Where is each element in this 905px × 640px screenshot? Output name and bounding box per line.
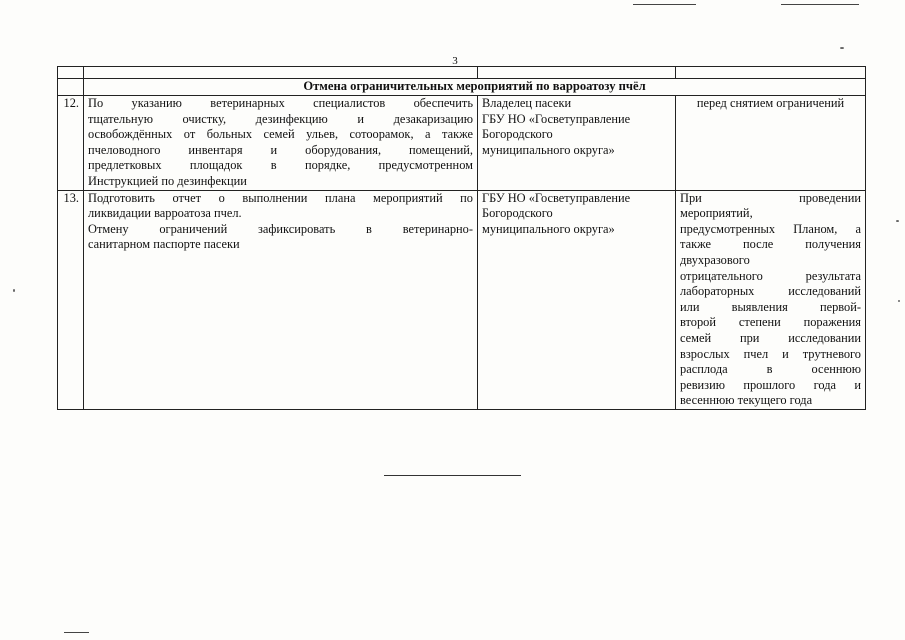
text-line: Богородского — [482, 127, 553, 142]
row-number: 12. — [58, 96, 84, 191]
text-line: второй степени поражения — [680, 315, 861, 330]
text-line: расплода в осеннюю — [680, 362, 861, 377]
text-line: пчеловодного инвентаря и оборудования, помещений, — [88, 142, 473, 157]
measures-table — [57, 66, 866, 410]
text-line: тщательную очистку, дезинфекцию и дезакаризацию — [88, 111, 473, 126]
responsible-cell — [478, 190, 676, 409]
text-line: отрицательного результата — [680, 268, 861, 283]
text-line: Богородского — [482, 206, 553, 221]
text-line: весеннюю текущего года — [680, 393, 813, 408]
text-line: семей при исследовании — [680, 330, 861, 345]
spacer-cell — [84, 67, 478, 79]
deadline-cell — [676, 190, 866, 409]
text-line: двухразового — [680, 252, 750, 267]
table-row — [58, 190, 866, 409]
scan-artifact-line — [633, 4, 696, 5]
text-line: перед снятием ограничений — [696, 96, 845, 110]
scan-artifact-line — [64, 632, 89, 633]
section-row — [58, 79, 866, 96]
scan-artifact-dot — [840, 47, 844, 49]
spacer-cell — [676, 67, 866, 79]
measure-cell — [84, 96, 478, 191]
scan-artifact-dot — [898, 300, 900, 302]
text-line: ГБУ НО «Госветуправление — [482, 190, 631, 205]
text-line: При проведении — [680, 190, 861, 205]
text-line: или выявления первой- — [680, 299, 861, 314]
text-line: Отмену ограничений зафиксировать в ветеринарно- — [88, 221, 473, 236]
text-line: ревизию прошлого года и — [680, 377, 861, 392]
text-line: По указанию ветеринарных специалистов обеспечить — [88, 96, 473, 110]
deadline-cell — [676, 96, 866, 191]
text-line: ликвидации варроатоза пчел. — [88, 206, 242, 221]
text-line: взрослых пчел и трутневого — [680, 346, 861, 361]
text-line: также после получения — [680, 237, 861, 252]
text-line: Инструкцией по дезинфекции — [88, 173, 247, 188]
text-line: Подготовить отчет о выполнении плана мероприятий по — [88, 190, 473, 205]
responsible-cell — [478, 96, 676, 191]
text-line: ГБУ НО «Госветуправление — [482, 111, 631, 126]
text-line: муниципального округа» — [482, 142, 615, 157]
text-line: предусмотренных Планом, а — [680, 221, 861, 236]
text-line: лабораторных исследований — [680, 284, 861, 299]
text-line: Владелец пасеки — [482, 96, 572, 110]
row-number: 13. — [58, 190, 84, 409]
table-spacer-row — [58, 67, 866, 79]
text-line: муниципального округа» — [482, 221, 615, 236]
section-title: Отмена ограничительных мероприятий по варроатозу пчёл — [84, 79, 866, 96]
scan-artifact-line — [781, 4, 859, 5]
spacer-cell — [58, 67, 84, 79]
text-line: санитарном паспорте пасеки — [88, 237, 240, 252]
spacer-cell — [478, 67, 676, 79]
scan-artifact-dot — [896, 220, 899, 222]
closing-separator-line — [384, 475, 521, 476]
section-number-cell — [58, 79, 84, 96]
text-line: мероприятий, — [680, 206, 753, 221]
measure-cell — [84, 190, 478, 409]
scan-artifact-dot — [13, 289, 15, 292]
table-row — [58, 96, 866, 191]
text-line: освобождённых от больных семей ульев, сотоорамок, а также — [88, 127, 473, 142]
page-number: 3 — [452, 55, 458, 67]
text-line: предлетковых площадок в порядке, предусмотренном — [88, 158, 473, 173]
